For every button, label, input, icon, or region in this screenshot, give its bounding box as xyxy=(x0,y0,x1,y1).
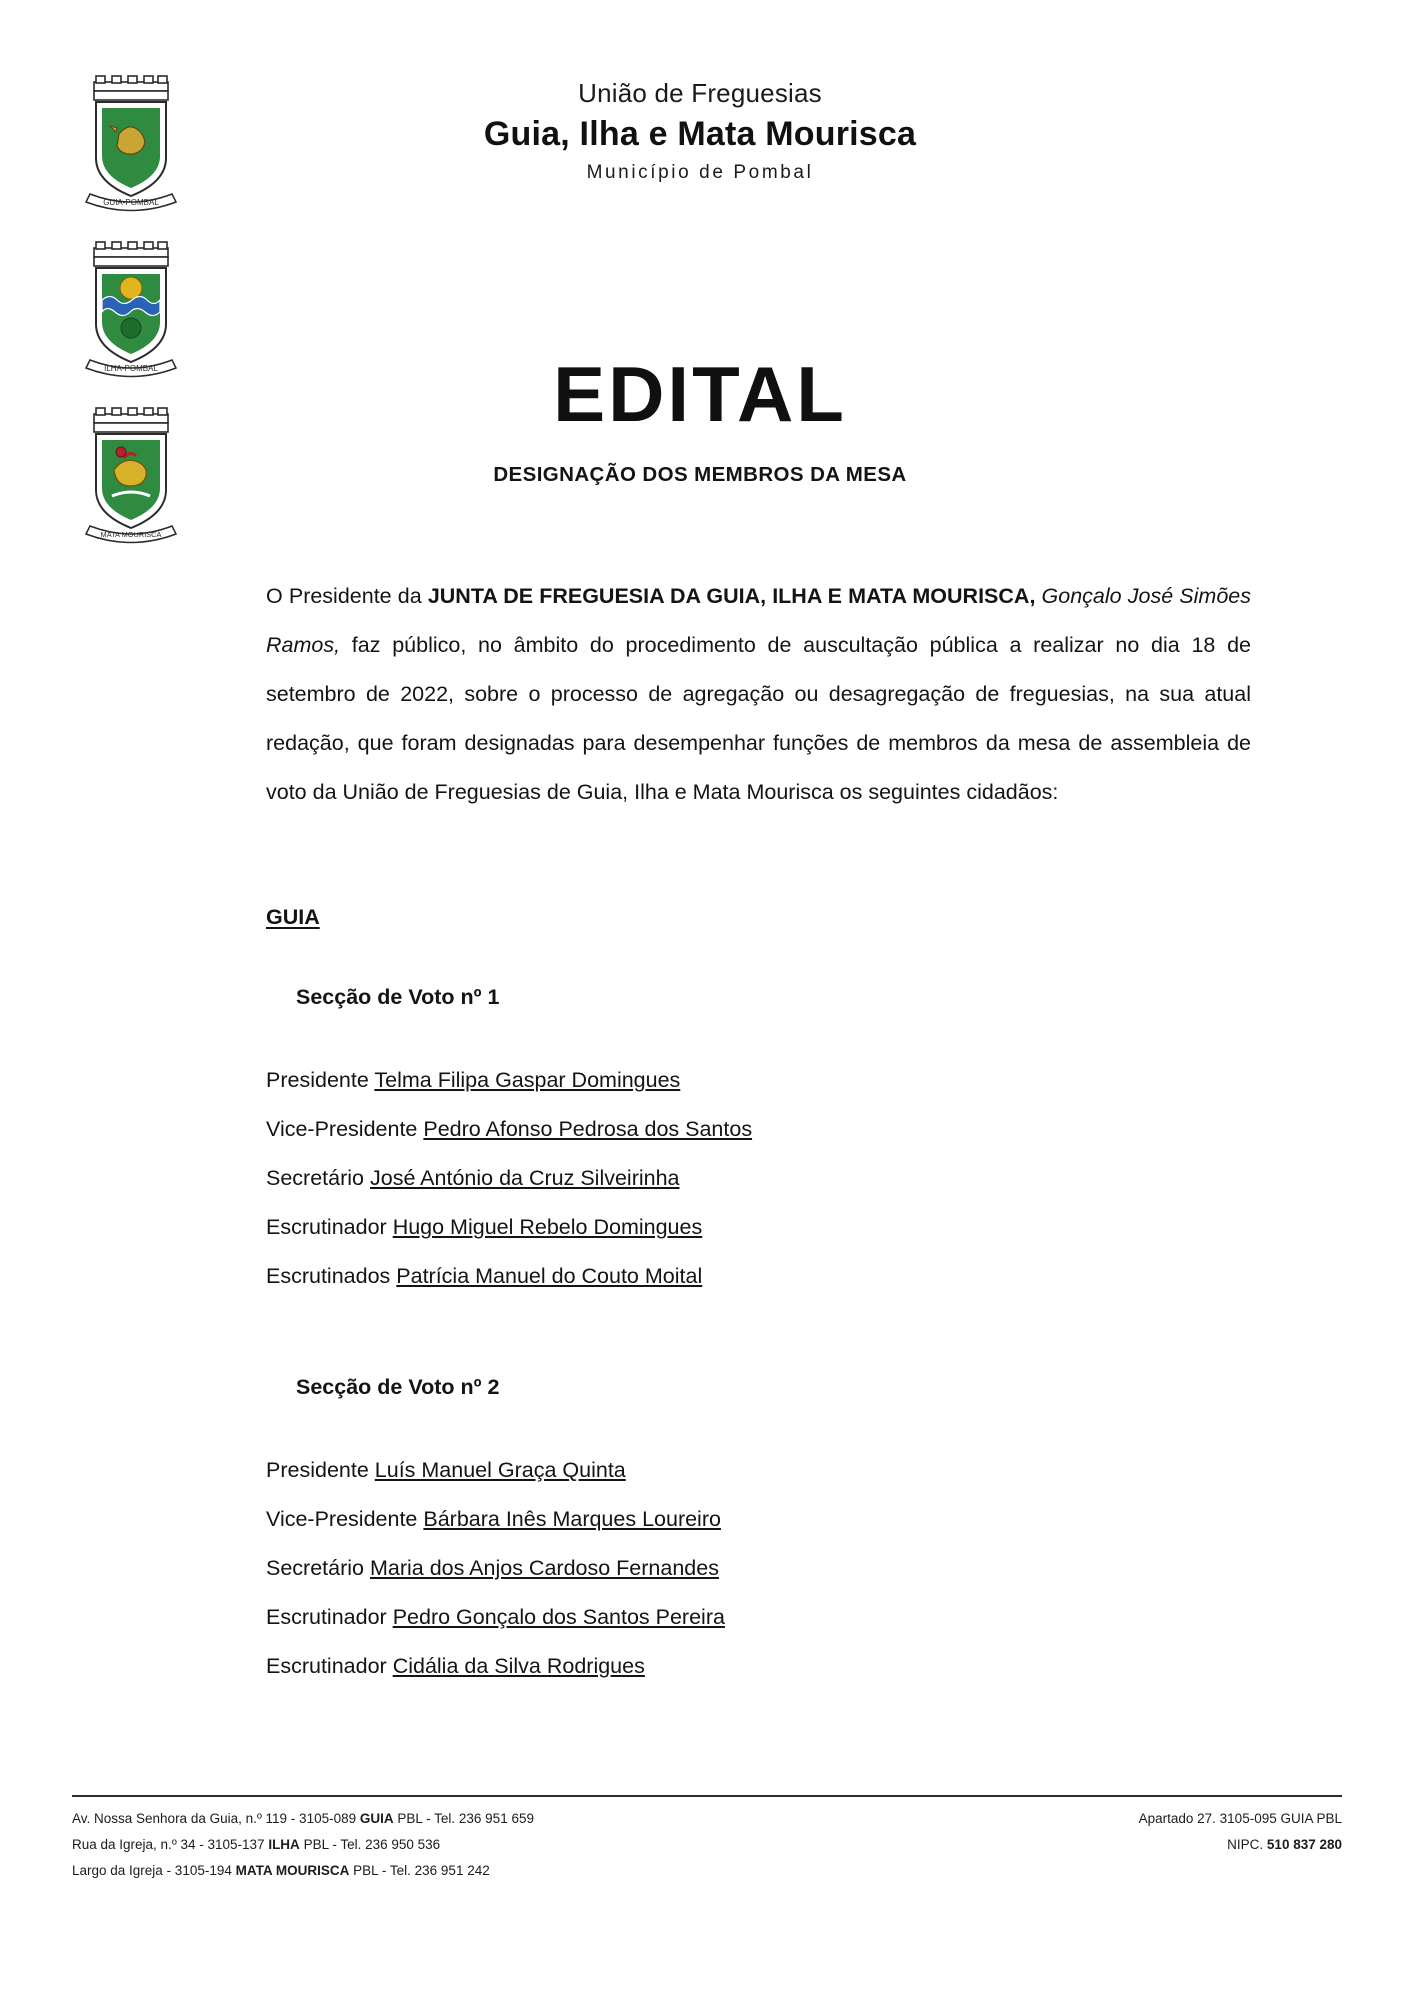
voting-section-2 xyxy=(266,1375,1216,1691)
role-person: Pedro Afonso Pedrosa dos Santos xyxy=(423,1117,753,1141)
freguesia-heading: GUIA xyxy=(266,905,320,929)
footer-address-line xyxy=(72,1832,859,1858)
role-person: Telma Filipa Gaspar Domingues xyxy=(374,1068,681,1092)
role-label: Escrutinador xyxy=(266,1215,387,1239)
body-text-intro: O Presidente da xyxy=(266,584,428,608)
role-person: Maria dos Anjos Cardoso Fernandes xyxy=(369,1556,719,1580)
footer-address-line xyxy=(72,1806,859,1832)
title-block xyxy=(250,350,1150,487)
footer-nipc-label: NIPC. xyxy=(1227,1837,1267,1852)
footer-address-place: ILHA xyxy=(268,1837,300,1852)
role-row xyxy=(266,1105,1216,1154)
footer-address-place: GUIA xyxy=(359,1811,394,1826)
role-label: Escrutinados xyxy=(266,1264,391,1288)
footer-divider xyxy=(72,1795,1342,1797)
coat-of-arms-icon xyxy=(72,72,190,220)
section-1-title: Secção de Voto nº 1 xyxy=(296,985,500,1009)
section-2-title: Secção de Voto nº 2 xyxy=(296,1375,500,1399)
footer-address-place: MATA MOURISCA xyxy=(235,1863,350,1878)
role-row xyxy=(266,1544,1216,1593)
footer-address-line xyxy=(72,1858,859,1884)
footer-address-pre: Rua da Igreja, n.º 34 - 3105-137 xyxy=(72,1837,269,1852)
role-person: José António da Cruz Silveirinha xyxy=(369,1166,680,1190)
voting-section-1 xyxy=(266,985,1216,1301)
body-text-entity: JUNTA DE FREGUESIA DA GUIA, ILHA E MATA MOURISCA, xyxy=(427,584,1036,608)
role-person: Pedro Gonçalo dos Santos Pereira xyxy=(392,1605,725,1629)
body-paragraph xyxy=(266,572,1251,817)
role-row xyxy=(266,1642,1216,1691)
document-footer xyxy=(72,1806,1342,1884)
role-row xyxy=(266,1056,1216,1105)
role-person: Bárbara Inês Marques Loureiro xyxy=(423,1507,721,1531)
role-person: Luís Manuel Graça Quinta xyxy=(374,1458,626,1482)
crest-column xyxy=(72,72,202,570)
role-label: Presidente xyxy=(266,1068,369,1092)
crest-caption: MATA MOURISCA xyxy=(100,530,162,539)
role-row xyxy=(266,1495,1216,1544)
coat-of-arms-icon xyxy=(72,404,190,552)
role-label: Secretário xyxy=(266,1166,364,1190)
footer-address-post: PBL - Tel. 236 950 536 xyxy=(299,1837,441,1852)
role-person: Hugo Miguel Rebelo Domingues xyxy=(392,1215,703,1239)
role-row xyxy=(266,1446,1216,1495)
role-label: Vice-Presidente xyxy=(266,1117,418,1141)
role-row xyxy=(266,1252,1216,1301)
footer-nipc xyxy=(910,1832,1342,1858)
footer-address-pre: Av. Nossa Senhora da Guia, n.º 119 - 3105-089 xyxy=(72,1811,360,1826)
role-row xyxy=(266,1154,1216,1203)
header-line-union: União de Freguesias xyxy=(578,78,822,108)
role-person: Patrícia Manuel do Couto Moital xyxy=(396,1264,703,1288)
footer-postal-info xyxy=(910,1806,1342,1858)
role-label: Vice-Presidente xyxy=(266,1507,418,1531)
body-text-president-name: Gonçalo José Simões Ramos, xyxy=(266,584,1251,657)
role-row xyxy=(266,1203,1216,1252)
role-person: Cidália da Silva Rodrigues xyxy=(392,1654,645,1678)
footer-address-post: PBL - Tel. 236 951 242 xyxy=(349,1863,490,1878)
body-text-rest: faz público, no âmbito do procedimento de auscultação pública a realizar no dia 18 de setembro de 2022, sobre o processo de agregação ou desagregação de freguesias, na sua atual redação, que foram designadas para desempenhar funções de membros da mesa de assembleia de voto da União de Freguesias de Guia, Ilha e Mata Mourisca os seguintes cidadãos: xyxy=(266,633,1251,804)
footer-addresses xyxy=(72,1806,859,1884)
header-line-municipality: Município de Pombal xyxy=(586,162,814,183)
section-2-roles xyxy=(266,1446,1216,1691)
header-line-parish: Guia, Ilha e Mata Mourisca xyxy=(483,115,917,153)
footer-nipc-value: 510 837 280 xyxy=(1266,1837,1342,1852)
role-row xyxy=(266,1593,1216,1642)
page-subtitle: DESIGNAÇÃO DOS MEMBROS DA MESA xyxy=(493,463,907,486)
crest-mata-mourisca xyxy=(72,404,190,552)
footer-apartado: Apartado 27. 3105-095 GUIA PBL xyxy=(1138,1811,1342,1826)
role-label: Secretário xyxy=(266,1556,364,1580)
footer-address-post: PBL - Tel. 236 951 659 xyxy=(393,1811,534,1826)
crest-caption: ILHA-POMBAL xyxy=(104,364,158,373)
crest-ilha-pombal xyxy=(72,238,190,386)
role-label: Escrutinador xyxy=(266,1605,387,1629)
crest-caption: GUIA-POMBAL xyxy=(103,198,159,207)
document-header xyxy=(250,78,1150,184)
footer-address-pre: Largo da Igreja - 3105-194 xyxy=(72,1863,236,1878)
role-label: Escrutinador xyxy=(266,1654,387,1678)
section-1-roles xyxy=(266,1056,1216,1301)
coat-of-arms-icon xyxy=(72,238,190,386)
role-label: Presidente xyxy=(266,1458,369,1482)
crest-guia-pombal xyxy=(72,72,190,220)
page-title: EDITAL xyxy=(553,350,847,438)
